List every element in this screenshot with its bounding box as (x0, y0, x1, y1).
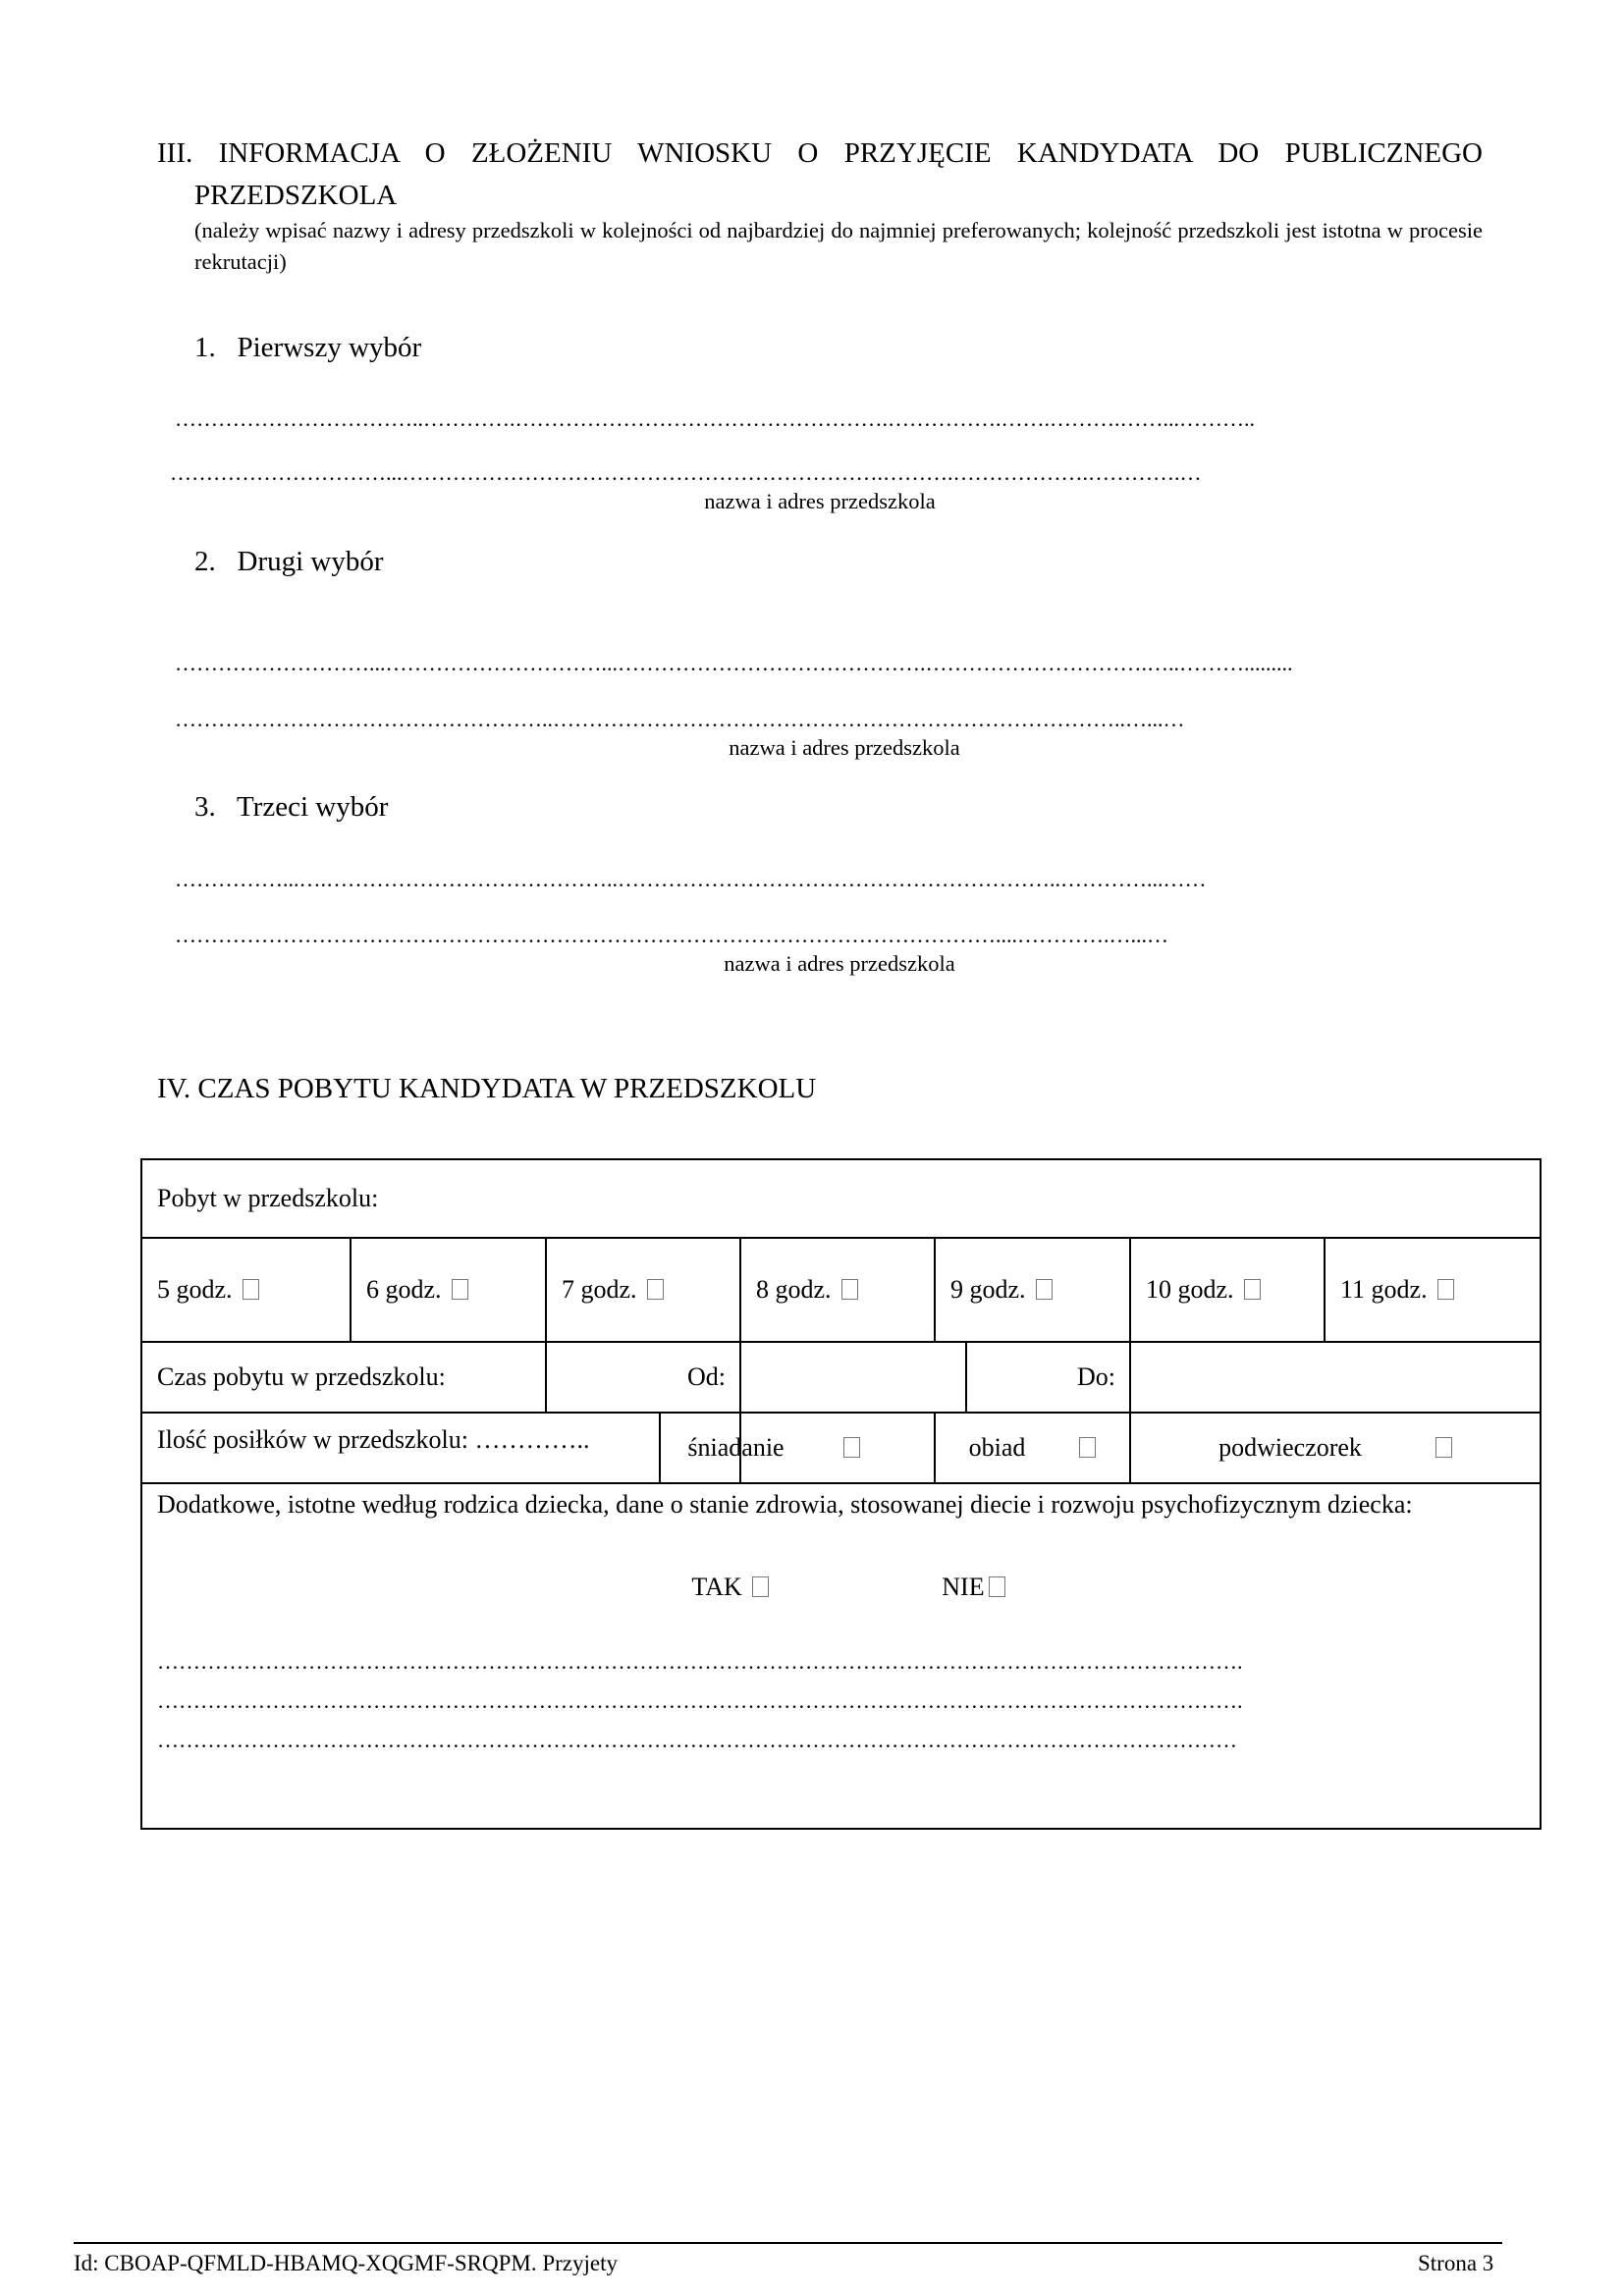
choice-1-line-2[interactable]: …………………………...………………………………………………………….……….……………….………….… (170, 460, 1202, 485)
hours-option-11[interactable] (1325, 1238, 1541, 1342)
footer-divider (74, 2242, 1502, 2244)
to-label-cell (966, 1343, 1129, 1412)
extra-info-line-3[interactable]: …………………………………………………………………………………………………………………………………… (157, 1728, 1237, 1752)
hours-label: 5 godz. (157, 1275, 233, 1304)
choice-1-text: Pierwszy wybór (237, 332, 422, 363)
yes-label: TAK (691, 1573, 742, 1601)
stay-label-cell (141, 1159, 1541, 1238)
section3-heading-line1: III. INFORMACJA O ZŁOŻENIU WNIOSKU O PRZYJĘCIE KANDYDATA DO PUBLICZNEGO (157, 137, 1483, 169)
meals-label-cell (142, 1414, 660, 1482)
choice-1-number: 1. (194, 332, 216, 363)
choice-2-label (194, 546, 384, 578)
checkbox-hours-9[interactable] (1036, 1279, 1053, 1300)
checkbox-breakfast[interactable] (843, 1437, 860, 1458)
hours-option-5[interactable] (141, 1238, 351, 1342)
checkbox-hours-10[interactable] (1244, 1279, 1261, 1300)
meal-option-lunch[interactable] (935, 1413, 1130, 1483)
meal-label: śniadanie (687, 1433, 785, 1462)
hours-label: 8 godz. (756, 1275, 832, 1304)
footer-page-number: Strona 3 (1418, 2251, 1494, 2275)
to-input[interactable] (1130, 1342, 1541, 1413)
footer-document-id: Id: CBOAP-QFMLD-HBAMQ-XQGMF-SRQPM. Przyjety (74, 2251, 618, 2275)
hours-label: 10 godz. (1146, 1275, 1234, 1304)
choice-1-caption: nazwa i adres przedszkola (704, 489, 936, 513)
checkbox-yes[interactable] (752, 1576, 769, 1597)
choice-3-label (194, 791, 388, 824)
choice-2-line-1[interactable]: ………………………...…………………………...…………………………………….………………………….…..………......... (175, 651, 1293, 675)
stay-label: Pobyt w przedszkolu: (157, 1184, 379, 1212)
hours-label: 6 godz. (366, 1275, 442, 1304)
extra-info-line-1[interactable]: ……………………………………………………………………………………………………………………………………. (157, 1649, 1243, 1674)
choice-3-caption: nazwa i adres przedszkola (724, 951, 955, 976)
choice-3-line-1[interactable]: ……………...….…………………………………..……………………………………………………..…………...…… (175, 867, 1207, 891)
section3-heading (157, 137, 1483, 170)
from-label-cell (546, 1342, 740, 1413)
checkbox-hours-7[interactable] (647, 1279, 664, 1300)
no-label: NIE (942, 1573, 985, 1601)
meal-option-snack[interactable] (1130, 1413, 1541, 1483)
no-option[interactable] (942, 1573, 1004, 1601)
hours-label: 11 godz. (1340, 1275, 1428, 1304)
from-label: Od: (687, 1362, 726, 1391)
choice-1-label (194, 332, 421, 364)
yes-no-options (157, 1573, 1540, 1602)
meal-option-breakfast[interactable] (687, 1413, 935, 1483)
section3-note: (należy wpisać nazwy i adresy przedszkoli w kolejności od najbardziej do najmniej preferowanych; kolejność przedszkoli jest istotna w procesie rekrutacji) (194, 218, 1483, 274)
meals-split (142, 1414, 739, 1482)
checkbox-no[interactable] (989, 1576, 1005, 1597)
choice-2-text: Drugi wybór (237, 546, 384, 577)
meals-label: Ilość posiłków w przedszkolu: ………….. (157, 1425, 590, 1454)
choice-2-number: 2. (194, 546, 216, 577)
choice-1-line-1[interactable]: ……………………………..………….…………………………………………….…………….…….……….……...……….. (175, 406, 1255, 431)
choice-2-line-2[interactable]: ……………………………………………..……………………………………………………………………..…...… (175, 707, 1185, 731)
hours-label: 7 godz. (562, 1275, 637, 1304)
yes-option[interactable] (691, 1573, 768, 1601)
section3-heading-line2: PRZEDSZKOLA (194, 180, 398, 211)
checkbox-snack[interactable] (1435, 1437, 1452, 1458)
stay-table-wrapper (140, 1158, 1540, 1826)
hours-option-6[interactable] (351, 1238, 546, 1342)
hours-option-8[interactable] (740, 1238, 935, 1342)
checkbox-hours-8[interactable] (841, 1279, 858, 1300)
meal-label: obiad (968, 1433, 1026, 1462)
time-label-cell (141, 1342, 546, 1413)
hours-label: 9 godz. (950, 1275, 1026, 1304)
checkbox-hours-5[interactable] (243, 1279, 259, 1300)
checkbox-lunch[interactable] (1079, 1437, 1096, 1458)
choice-2-caption: nazwa i adres przedszkola (729, 735, 960, 760)
choice-3-number: 3. (194, 791, 216, 823)
checkbox-hours-6[interactable] (452, 1279, 468, 1300)
extra-info-cell (141, 1483, 1541, 1829)
meals-label-row (141, 1413, 740, 1483)
to-label: Do: (1077, 1362, 1115, 1391)
extra-info-label: Dodatkowe, istotne według rodzica dziecka, dane o stanie zdrowia, stosowanej diecie i rozwoju psychofizycznym dziecka: (157, 1490, 1413, 1519)
from-input-cell[interactable] (740, 1342, 1130, 1413)
time-label: Czas pobytu w przedszkolu: (157, 1362, 446, 1391)
from-to-split (741, 1343, 1129, 1412)
choice-3-text: Trzeci wybór (236, 791, 389, 823)
hours-option-9[interactable] (935, 1238, 1130, 1342)
hours-option-7[interactable] (546, 1238, 740, 1342)
from-input[interactable] (741, 1343, 966, 1412)
meal-label: podwieczorek (1218, 1433, 1362, 1462)
hours-option-10[interactable] (1130, 1238, 1325, 1342)
choice-3-line-2[interactable]: ……………………………………………………………………………………………………....………….…...… (175, 923, 1168, 947)
section4-heading: IV. CZAS POBYTU KANDYDATA W PRZEDSZKOLU (157, 1073, 817, 1104)
extra-info-line-2[interactable]: ……………………………………………………………………………………………………………………………………. (157, 1688, 1243, 1713)
checkbox-hours-11[interactable] (1437, 1279, 1454, 1300)
stay-table (140, 1158, 1542, 1830)
